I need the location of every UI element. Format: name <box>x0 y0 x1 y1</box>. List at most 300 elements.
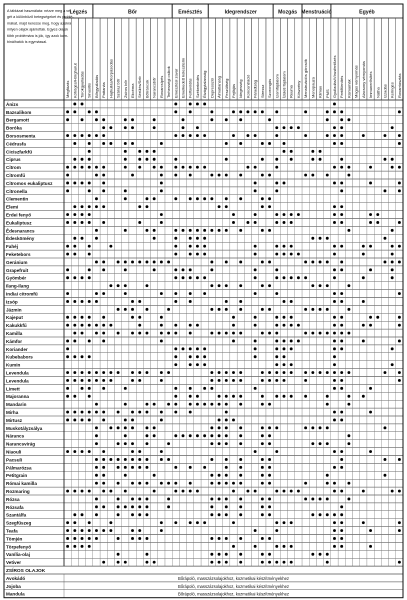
usage-dot <box>254 324 257 327</box>
grid-cell <box>215 124 222 132</box>
grid-cell <box>230 535 237 543</box>
grid-cell <box>302 463 309 471</box>
grid-cell <box>338 274 345 282</box>
grid-cell <box>129 266 136 274</box>
grid-cell <box>201 187 208 195</box>
grid-cell <box>151 187 158 195</box>
grid-cell <box>93 124 100 132</box>
usage-dot <box>246 221 249 224</box>
grid-cell <box>114 124 121 132</box>
grid-cell <box>244 558 251 566</box>
grid-cell <box>252 392 259 400</box>
grid-cell <box>208 448 215 456</box>
usage-dot <box>182 126 185 129</box>
usage-dot <box>88 189 91 192</box>
grid-cell <box>71 400 78 408</box>
grid-cell <box>114 108 121 116</box>
usage-dot <box>239 466 242 469</box>
grid-cell <box>244 329 251 337</box>
group-header-label: Egyéb <box>359 9 375 16</box>
grid-cell <box>78 400 85 408</box>
grid-cell <box>288 471 295 479</box>
oil-name: Szegfűszeg <box>6 520 32 526</box>
grid-cell <box>215 298 222 306</box>
usage-dot <box>283 276 286 279</box>
grid-cell <box>259 519 266 527</box>
grid-cell <box>353 369 360 377</box>
grid-cell <box>143 187 150 195</box>
grid-cell <box>367 424 374 432</box>
grid-cell <box>381 495 388 503</box>
usage-dot <box>347 434 350 437</box>
grid-cell <box>295 448 302 456</box>
grid-cell <box>302 100 309 108</box>
grid-cell <box>215 211 222 219</box>
grid-cell <box>295 535 302 543</box>
usage-dot <box>182 276 185 279</box>
grid-cell <box>266 337 273 345</box>
grid-cell <box>324 416 331 424</box>
usage-dot <box>189 466 192 469</box>
grid-cell <box>316 456 323 464</box>
grid-cell <box>302 298 309 306</box>
grid-cell <box>208 155 215 163</box>
usage-dot <box>218 284 221 287</box>
grid-cell <box>389 187 396 195</box>
grid-cell <box>389 550 396 558</box>
grid-cell <box>100 100 107 108</box>
usage-dot <box>268 142 271 145</box>
grid-cell <box>381 440 388 448</box>
column-header-label: Megfázás <box>65 80 71 98</box>
usage-dot <box>196 363 199 366</box>
usage-dot <box>268 458 271 461</box>
usage-dot <box>239 284 242 287</box>
usage-dot <box>398 458 401 461</box>
usage-dot <box>203 229 206 232</box>
grid-cell <box>129 321 136 329</box>
usage-dot <box>239 505 242 508</box>
grid-cell <box>288 535 295 543</box>
usage-dot <box>398 529 401 532</box>
grid-cell <box>252 400 259 408</box>
usage-dot <box>333 450 336 453</box>
grid-cell <box>179 511 186 519</box>
usage-dot <box>239 229 242 232</box>
grid-cell <box>374 124 381 132</box>
grid-cell <box>143 132 150 140</box>
grid-cell <box>345 377 352 385</box>
grid-cell <box>122 511 129 519</box>
grid-cell <box>259 384 266 392</box>
grid-cell <box>194 416 201 424</box>
grid-cell <box>295 305 302 313</box>
grid-cell <box>309 361 316 369</box>
grid-cell <box>187 282 194 290</box>
grid-cell <box>143 179 150 187</box>
grid-cell <box>237 519 244 527</box>
usage-dot <box>95 197 98 200</box>
usage-dot <box>88 419 91 422</box>
usage-dot <box>196 134 199 137</box>
usage-dot <box>81 158 84 161</box>
grid-cell <box>381 416 388 424</box>
grid-cell <box>374 163 381 171</box>
grid-cell <box>345 424 352 432</box>
grid-cell <box>367 305 374 313</box>
grid-cell <box>208 250 215 258</box>
grid-cell <box>223 266 230 274</box>
grid-cell <box>259 321 266 329</box>
grid-cell <box>381 274 388 282</box>
usage-dot <box>196 103 199 106</box>
grid-cell <box>288 400 295 408</box>
grid-cell <box>273 495 280 503</box>
grid-cell <box>389 369 396 377</box>
grid-cell <box>273 258 280 266</box>
usage-dot <box>333 316 336 319</box>
grid-cell <box>360 116 367 124</box>
grid-cell <box>114 290 121 298</box>
usage-dot <box>326 118 329 121</box>
usage-dot <box>398 561 401 564</box>
usage-dot <box>138 482 141 485</box>
usage-dot <box>174 245 177 248</box>
intro-text-line: gét a különböző betegségeket és problé- <box>7 15 74 20</box>
grid-cell <box>374 542 381 550</box>
grid-cell <box>374 384 381 392</box>
usage-dot <box>340 268 343 271</box>
usage-dot <box>210 261 213 264</box>
grid-cell <box>78 479 85 487</box>
usage-dot <box>95 205 98 208</box>
usage-dot <box>326 174 329 177</box>
grid-cell <box>324 353 331 361</box>
intro-text-line: A táblázat használata: nézze meg a vé- <box>7 9 72 13</box>
usage-dot <box>218 395 221 398</box>
usage-dot <box>232 490 235 493</box>
oil-name: Rozmaring <box>6 489 30 494</box>
grid-cell <box>295 187 302 195</box>
grid-cell <box>165 140 172 148</box>
grid-cell <box>295 100 302 108</box>
grid-cell <box>107 463 114 471</box>
grid-cell <box>360 424 367 432</box>
usage-dot <box>254 166 257 169</box>
usage-dot <box>225 426 228 429</box>
grid-cell <box>338 424 345 432</box>
usage-dot <box>239 308 242 311</box>
grid-cell <box>165 542 172 550</box>
grid-cell <box>114 353 121 361</box>
grid-cell <box>158 345 165 353</box>
grid-cell <box>187 503 194 511</box>
usage-dot <box>117 411 120 414</box>
grid-cell <box>295 132 302 140</box>
grid-cell <box>107 250 114 258</box>
usage-dot <box>102 166 105 169</box>
grid-cell <box>266 487 273 495</box>
grid-cell <box>107 305 114 313</box>
grid-cell <box>345 353 352 361</box>
grid-cell <box>179 290 186 298</box>
usage-dot <box>73 103 76 106</box>
usage-dot <box>369 324 372 327</box>
grid-cell <box>129 250 136 258</box>
grid-cell <box>107 171 114 179</box>
usage-dot <box>81 332 84 335</box>
usage-dot <box>232 221 235 224</box>
usage-dot <box>290 158 293 161</box>
grid-cell <box>215 108 222 116</box>
usage-dot <box>189 197 192 200</box>
usage-dot <box>66 529 69 532</box>
usage-dot <box>145 482 148 485</box>
usage-dot <box>362 134 365 137</box>
grid-cell <box>64 424 71 432</box>
grid-cell <box>129 203 136 211</box>
usage-dot <box>290 395 293 398</box>
usage-dot <box>117 261 120 264</box>
grid-cell <box>396 116 403 124</box>
usage-dot <box>73 221 76 224</box>
usage-dot <box>290 150 293 153</box>
grid-cell <box>179 219 186 227</box>
grid-cell <box>64 511 71 519</box>
grid-cell <box>367 558 374 566</box>
grid-cell <box>360 416 367 424</box>
grid-cell <box>187 305 194 313</box>
grid-cell <box>179 535 186 543</box>
grid-cell <box>396 329 403 337</box>
grid-cell <box>86 290 93 298</box>
grid-cell <box>389 305 396 313</box>
grid-cell <box>114 384 121 392</box>
usage-dot <box>239 332 242 335</box>
grid-cell <box>114 171 121 179</box>
oil-name: Kubebabors <box>6 354 33 360</box>
grid-cell <box>316 384 323 392</box>
grid-cell <box>374 290 381 298</box>
grid-cell <box>244 369 251 377</box>
grid-cell <box>353 195 360 203</box>
grid-cell <box>266 298 273 306</box>
grid-cell <box>122 361 129 369</box>
oil-name: Nárancs <box>6 433 25 439</box>
usage-dot <box>138 466 141 469</box>
grid-cell <box>345 298 352 306</box>
grid-cell <box>309 463 316 471</box>
grid-cell <box>338 440 345 448</box>
grid-cell <box>273 234 280 242</box>
grid-cell <box>273 140 280 148</box>
grid-cell <box>396 550 403 558</box>
grid-cell <box>259 132 266 140</box>
column-header-label: Fertőtlenítés <box>339 75 345 98</box>
grid-cell <box>316 195 323 203</box>
grid-cell <box>143 242 150 250</box>
usage-dot <box>319 332 322 335</box>
group-header-label: Mozgás <box>278 9 298 16</box>
usage-dot <box>102 411 105 414</box>
grid-cell <box>122 369 129 377</box>
grid-cell <box>331 432 338 440</box>
grid-cell <box>280 432 287 440</box>
grid-cell <box>252 535 259 543</box>
grid-cell <box>381 550 388 558</box>
usage-dot <box>333 355 336 358</box>
grid-cell <box>252 258 259 266</box>
grid-cell <box>237 179 244 187</box>
grid-cell <box>78 171 85 179</box>
grid-cell <box>143 234 150 242</box>
usage-dot <box>189 229 192 232</box>
grid-cell <box>158 471 165 479</box>
usage-dot <box>81 379 84 382</box>
grid-cell <box>187 258 194 266</box>
grid-cell <box>136 266 143 274</box>
grid-cell <box>215 345 222 353</box>
grid-cell <box>71 171 78 179</box>
usage-dot <box>138 221 141 224</box>
usage-dot <box>239 197 242 200</box>
usage-dot <box>218 553 221 556</box>
grid-cell <box>107 416 114 424</box>
usage-dot <box>73 213 76 216</box>
usage-dot <box>290 126 293 129</box>
usage-dot <box>290 371 293 374</box>
grid-cell <box>252 195 259 203</box>
usage-dot <box>174 103 177 106</box>
grid-cell <box>374 550 381 558</box>
grid-cell <box>367 503 374 511</box>
grid-cell <box>223 290 230 298</box>
usage-dot <box>362 490 365 493</box>
grid-cell <box>223 124 230 132</box>
usage-dot <box>81 419 84 422</box>
grid-cell <box>252 440 259 448</box>
grid-cell <box>324 211 331 219</box>
grid-cell <box>136 211 143 219</box>
grid-cell <box>71 124 78 132</box>
usage-dot <box>210 371 213 374</box>
usage-dot <box>239 142 242 145</box>
grid-cell <box>374 416 381 424</box>
grid-cell <box>280 187 287 195</box>
grid-cell <box>266 242 273 250</box>
grid-cell <box>389 211 396 219</box>
usage-dot <box>131 371 134 374</box>
usage-dot <box>210 118 213 121</box>
usage-dot <box>239 482 242 485</box>
grid-cell <box>179 171 186 179</box>
usage-dot <box>398 371 401 374</box>
grid-cell <box>374 511 381 519</box>
grid-cell <box>194 313 201 321</box>
grid-cell <box>316 353 323 361</box>
grid-cell <box>295 313 302 321</box>
grid-cell <box>158 250 165 258</box>
usage-dot <box>189 490 192 493</box>
usage-dot <box>88 110 91 113</box>
grid-cell <box>187 337 194 345</box>
usage-dot <box>340 158 343 161</box>
grid-cell <box>374 479 381 487</box>
oil-name: Geránium <box>6 259 28 265</box>
grid-cell <box>129 487 136 495</box>
grid-cell <box>114 219 121 227</box>
usage-dot <box>66 411 69 414</box>
grid-cell <box>280 116 287 124</box>
grid-cell <box>302 416 309 424</box>
usage-dot <box>384 261 387 264</box>
grid-cell <box>316 100 323 108</box>
grid-cell <box>381 503 388 511</box>
grid-cell <box>389 100 396 108</box>
oil-name: Tömjén <box>6 536 23 542</box>
grid-cell <box>389 313 396 321</box>
usage-dot <box>254 387 257 390</box>
grid-cell <box>316 163 323 171</box>
grid-cell <box>114 116 121 124</box>
usage-dot <box>160 419 163 422</box>
usage-dot <box>88 340 91 343</box>
grid-cell <box>353 132 360 140</box>
grid-cell <box>172 337 179 345</box>
grid-cell <box>295 290 302 298</box>
grid-cell <box>374 487 381 495</box>
grid-cell <box>396 234 403 242</box>
grid-cell <box>389 377 396 385</box>
grid-cell <box>288 108 295 116</box>
usage-dot <box>290 221 293 224</box>
usage-dot <box>261 426 264 429</box>
usage-dot <box>326 371 329 374</box>
grid-cell <box>244 550 251 558</box>
grid-cell <box>187 147 194 155</box>
grid-cell <box>259 234 266 242</box>
grid-cell <box>129 147 136 155</box>
grid-cell <box>316 542 323 550</box>
grid-cell <box>331 147 338 155</box>
grid-cell <box>201 471 208 479</box>
grid-cell <box>64 226 71 234</box>
usage-dot <box>333 332 336 335</box>
grid-cell <box>194 456 201 464</box>
grid-cell <box>93 242 100 250</box>
usage-dot <box>268 482 271 485</box>
grid-cell <box>114 274 121 282</box>
grid-cell <box>295 171 302 179</box>
usage-dot <box>138 300 141 303</box>
grid-cell <box>71 305 78 313</box>
oil-name: Kamilla <box>6 331 23 336</box>
grid-cell <box>165 155 172 163</box>
usage-dot <box>333 126 336 129</box>
usage-dot <box>340 261 343 264</box>
grid-cell <box>194 211 201 219</box>
grid-cell <box>165 321 172 329</box>
grid-cell <box>93 305 100 313</box>
usage-dot <box>189 347 192 350</box>
grid-cell <box>280 266 287 274</box>
usage-dot <box>117 426 120 429</box>
grid-cell <box>381 321 388 329</box>
usage-dot <box>73 450 76 453</box>
grid-cell <box>172 550 179 558</box>
usage-dot <box>398 379 401 382</box>
grid-cell <box>316 187 323 195</box>
